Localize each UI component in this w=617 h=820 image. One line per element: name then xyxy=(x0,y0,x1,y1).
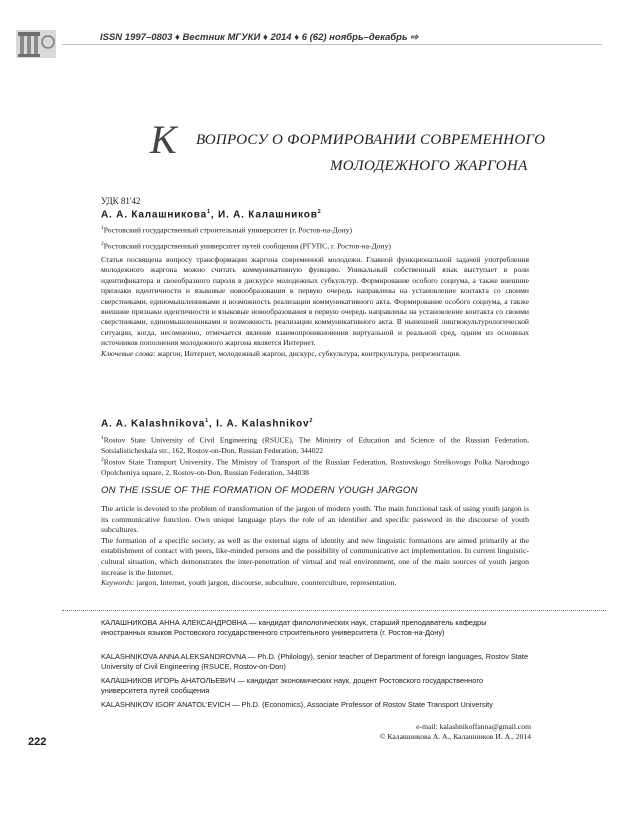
authors-en: A. A. Kalashnikova$^1$, I. A. Kalashnikov$^2$ xyxy=(101,418,314,430)
keywords-ru: жаргон, Интернет, молодежный жаргон, дискурс, субкультура, контркультура, репрезентация. xyxy=(157,348,461,358)
title-initial: К xyxy=(150,117,177,162)
author-info-4: KALASHNIKOV IGOR' ANATOL'EVICH — Ph.D. (Economics), Associate Professor of Rostov State Transport University xyxy=(101,700,493,709)
keywords-en: jargon, Internet, youth jargon, discourse, subculture, counterculture, representation. xyxy=(136,578,397,588)
author-info-3: КАЛАШНИКОВ ИГОРЬ АНАТОЛЬЕВИЧ — кандидат экономических наук, доцент Ростовского государственного университета путей сообщения xyxy=(101,676,483,695)
authors-ru: А. А. Калашникова$^1$, И. А. Калашников$^2$ xyxy=(101,209,322,221)
keywords-label-ru: Ключевые слова: xyxy=(101,348,156,358)
page-number: 222 xyxy=(28,736,47,748)
author1-en: A. A. Kalashnikova xyxy=(101,418,206,430)
article-title-line1: ВОПРОСУ О ФОРМИРОВАНИИ СОВРЕМЕННОГО xyxy=(196,132,546,148)
author-info-1: КАЛАШНИКОВА АННА АЛЕКСАНДРОВНА — кандидат филологических наук, старший преподаватель кафедры иностранных языков Ростовского государственного строительного университета (г. Ростов-на-Дону) xyxy=(101,618,487,637)
keywords-label-en: Keywords: xyxy=(101,578,135,588)
affiliation2-ru: $^2$Ростовский государственный университет путей сообщения (РГУПС, г. Ростов-на-Дону) xyxy=(101,241,391,251)
header-rule xyxy=(62,44,602,45)
section-divider xyxy=(62,610,606,611)
abstract-en: The article is devoted to the problem of transformation of the jargon of modern youth. The main functional task of using youth jargon is its communicative function. Own unique language plays the role of an identifier and specific password in the discourse of youth subcultures. The formation of a specific society, as well as the external signs of identity and new linguistic formations are aimed primarily at the establishment of contact with peers, like-minded persons and the possibility of communicative act implementation. In current linguistic-cultural situation, which demonstrates the inter-penetration of virtual and real environment, one of the main sources of youth jargon increase is the Internet. Keywords: jargon, Internet, youth jargon, discourse, subculture, counterculture, representation. xyxy=(101,504,529,588)
affiliation1-ru: $^1$Ростовский государственный строительный университет (г. Ростов-на-Дону) xyxy=(101,225,353,235)
article-title-line2: МОЛОДЕЖНОГО ЖАРГОНА xyxy=(330,158,528,174)
author2-ru: И. А. Калашников xyxy=(217,209,318,221)
article-title-en: ON THE ISSUE OF THE FORMATION OF MODERN YOUGH JARGON xyxy=(101,485,418,496)
copyright: © Калашникова А. А., Калашников И. А., 2014 xyxy=(379,732,531,741)
author1-ru: А. А. Калашникова xyxy=(101,209,207,221)
author-info-2: KALASHNIKOVA ANNA ALEKSANDROVNA — Ph.D. (Philology), senior teacher of Department of foreign languages, Rostov State University of Civil Engineering (RSUCE, Rostov-on-Don) xyxy=(101,652,529,671)
affiliation1-en: $^1$Rostov State University of Civil Engineering (RSUCE), The Ministry of Education and Science of the Russian Federation, Sotsialisticheskaia str., 162, Rostov-on-Don, Russian Federation, 344022 xyxy=(101,435,529,455)
affiliation2-en: $^2$Rostov State Transport University, The Ministry of Transport of the Russian Federation, Rostovskogo Strelkovogo Polka Narodnogo Opolcheniya square, 2, Rostov-on-Don, Russian Federation, 344038 xyxy=(101,457,529,477)
journal-logo-icon xyxy=(14,26,58,62)
udk-code: УДК 81'42 xyxy=(101,196,141,206)
author2-en: I. A. Kalashnikov xyxy=(216,418,310,430)
email: e-mail: kalashnikoffanna@gmail.com xyxy=(416,722,531,731)
running-head: ISSN 1997–0803 ♦ Вестник МГУКИ ♦ 2014 ♦ 6 (62) ноябрь–декабрь ⇨ xyxy=(100,32,419,43)
abstract-ru: Статья посвящена вопросу трансформации жаргона современной молодежи. Главной функциональной задачей употребления молодежного жаргона можно считать коммуникативную функцию. Уникальный собственный язык выступает в роли идентификатора и своеобразного пароля в дискурсе молодежных субкультур. Формирование особого социума, а также внешние признаки идентичности и языковые новообразования в первую очередь направлены на установление контакта со своими сверстниками, единомышленниками и возможность реализации коммуникативного акта. Формирование особого социума, а также внешние признаки идентичности и языковые новообразования в первую очередь направлены на установление контакта со своими сверстниками, единомышленниками и возможность реализации коммуникативного акта. В нынешней лингвокультурологической ситуации, когда, несомненно, отмечается явление взаимопроникновения виртуальной и реальной сред, одним из основных источников пополнения молодежного жаргона является Интернет. Ключевые слова: жаргон, Интернет, молодежный жаргон, дискурс, субкультура, контркультура, репрезентация. xyxy=(101,255,529,358)
